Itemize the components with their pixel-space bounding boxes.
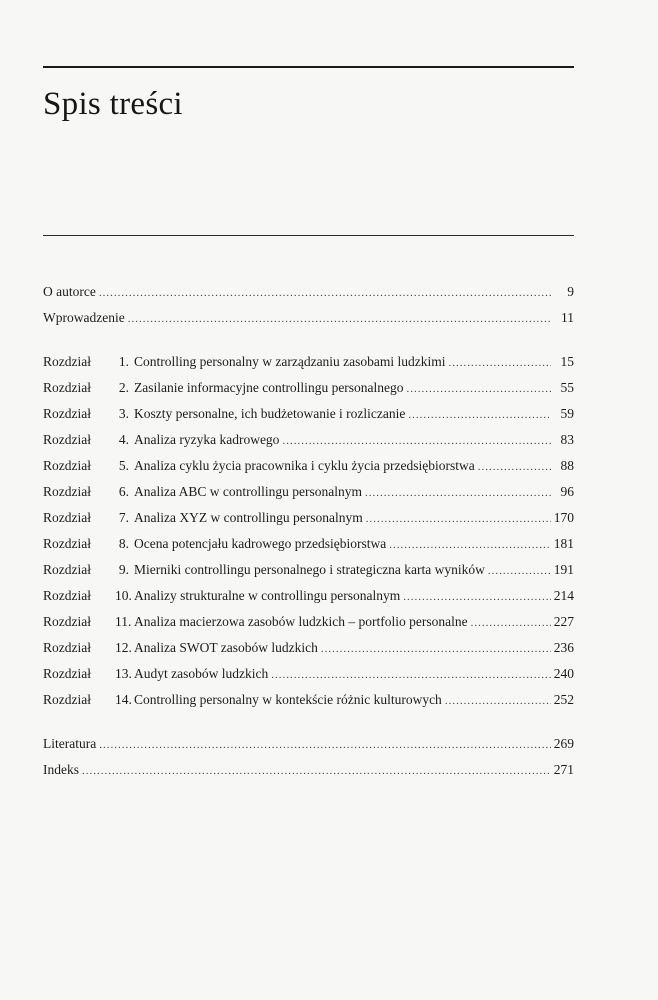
toc-entry-page: 170 <box>553 510 574 525</box>
toc-entry-page: 96 <box>560 484 574 499</box>
chapter-prefix: Rozdział <box>43 692 91 707</box>
chapter-prefix: Rozdział <box>43 666 91 681</box>
chapter-prefix: Rozdział <box>43 562 91 577</box>
chapter-number: 3. <box>118 406 129 421</box>
chapter-prefix: Rozdział <box>43 510 91 525</box>
toc-entry-page: 9 <box>567 284 574 299</box>
toc-entry-label: Literatura <box>43 736 97 751</box>
dot-leader <box>99 739 551 751</box>
dot-leader <box>478 461 551 473</box>
dot-leader <box>389 539 550 551</box>
toc-entry-chapter-10[interactable] <box>43 588 574 614</box>
toc-entry-label: Zasilanie informacyjne controllingu personalnego <box>134 380 404 395</box>
chapter-prefix: Rozdział <box>43 458 91 473</box>
toc-entry-label: Analiza ryzyka kadrowego <box>134 432 280 447</box>
chapter-number: 2. <box>118 380 129 395</box>
toc-entry-chapter-6[interactable] <box>43 484 574 510</box>
toc-entry-chapter-12[interactable] <box>43 640 574 666</box>
toc-entry-chapter-11[interactable] <box>43 614 574 640</box>
page-title: Spis treści <box>43 86 183 122</box>
chapter-prefix: Rozdział <box>43 484 91 499</box>
toc-entry-label: Audyt zasobów ludzkich <box>134 666 269 681</box>
toc-entry-page: 191 <box>553 562 574 577</box>
toc-entry-page: 214 <box>553 588 574 603</box>
toc-entry-page: 240 <box>553 666 574 681</box>
chapter-number: 11. <box>115 614 132 629</box>
table-of-contents <box>43 284 574 788</box>
toc-entry-o-autorce[interactable] <box>43 284 574 310</box>
toc-entry-chapter-2[interactable] <box>43 380 574 406</box>
toc-entry-page: 88 <box>560 458 574 473</box>
toc-entry-label: Analiza macierzowa zasobów ludzkich – portfolio personalne <box>134 614 468 629</box>
chapter-number: 12. <box>115 640 132 655</box>
toc-entry-label: Mierniki controllingu personalnego i strategiczna karta wyników <box>134 562 485 577</box>
chapter-prefix: Rozdział <box>43 432 91 447</box>
toc-entry-chapter-9[interactable] <box>43 562 574 588</box>
toc-entry-label: Koszty personalne, ich budżetowanie i rozliczanie <box>134 406 406 421</box>
chapter-number: 5. <box>118 458 129 473</box>
toc-entry-chapter-4[interactable] <box>43 432 574 458</box>
dot-leader <box>449 357 551 369</box>
chapter-number: 10. <box>115 588 132 603</box>
toc-entry-page: 181 <box>553 536 574 551</box>
toc-entry-label: Analiza XYZ w controllingu personalnym <box>134 510 363 525</box>
chapter-number: 4. <box>118 432 129 447</box>
chapter-number: 9. <box>118 562 129 577</box>
toc-entry-chapter-14[interactable] <box>43 692 574 718</box>
chapter-number: 7. <box>118 510 129 525</box>
toc-entry-label: Wprowadzenie <box>43 310 125 325</box>
toc-entry-page: 15 <box>560 354 574 369</box>
toc-entry-chapter-3[interactable] <box>43 406 574 432</box>
dot-leader <box>271 669 551 681</box>
toc-entry-label: Controlling personalny w zarządzaniu zasobami ludzkimi <box>134 354 446 369</box>
dot-leader <box>407 383 551 395</box>
toc-entry-page: 271 <box>553 762 574 777</box>
toc-entry-chapter-5[interactable] <box>43 458 574 484</box>
toc-entry-label: Analiza ABC w controllingu personalnym <box>134 484 362 499</box>
chapter-number: 14. <box>115 692 132 707</box>
chapter-prefix: Rozdział <box>43 536 91 551</box>
dot-leader <box>82 765 551 777</box>
toc-entry-page: 83 <box>560 432 574 447</box>
dot-leader <box>365 487 551 499</box>
dot-leader <box>321 643 551 655</box>
toc-entry-label: Indeks <box>43 762 79 777</box>
toc-entry-label: Analizy strukturalne w controllingu personalnym <box>134 588 401 603</box>
dot-leader <box>471 617 551 629</box>
toc-entry-literatura[interactable] <box>43 736 574 762</box>
chapter-prefix: Rozdział <box>43 380 91 395</box>
dot-leader <box>282 435 551 447</box>
chapter-prefix: Rozdział <box>43 588 91 603</box>
section-rule <box>43 235 574 236</box>
toc-entry-label: Analiza cyklu życia pracownika i cyklu życia przedsiębiorstwa <box>134 458 475 473</box>
dot-leader <box>445 695 551 707</box>
dot-leader <box>128 313 551 325</box>
chapter-number: 6. <box>118 484 129 499</box>
toc-entry-page: 11 <box>561 310 574 325</box>
toc-entry-page: 269 <box>553 736 574 751</box>
toc-entry-chapter-7[interactable] <box>43 510 574 536</box>
toc-entry-label: Ocena potencjału kadrowego przedsiębiorstwa <box>134 536 387 551</box>
chapter-number: 8. <box>118 536 129 551</box>
chapter-prefix: Rozdział <box>43 614 91 629</box>
dot-leader <box>99 287 551 299</box>
chapter-prefix: Rozdział <box>43 354 91 369</box>
top-rule <box>43 66 574 68</box>
dot-leader <box>488 565 551 577</box>
toc-entry-indeks[interactable] <box>43 762 574 788</box>
dot-leader <box>366 513 551 525</box>
chapter-prefix: Rozdział <box>43 406 91 421</box>
toc-entry-page: 55 <box>560 380 574 395</box>
spacer <box>43 336 574 354</box>
toc-entry-label: O autorce <box>43 284 96 299</box>
toc-entry-wprowadzenie[interactable] <box>43 310 574 336</box>
toc-entry-page: 227 <box>553 614 574 629</box>
toc-entry-chapter-1[interactable] <box>43 354 574 380</box>
dot-leader <box>408 409 551 421</box>
chapter-prefix: Rozdział <box>43 640 91 655</box>
toc-entry-chapter-8[interactable] <box>43 536 574 562</box>
chapter-number: 13. <box>115 666 132 681</box>
dot-leader <box>403 591 551 603</box>
toc-entry-chapter-13[interactable] <box>43 666 574 692</box>
spacer <box>43 718 574 736</box>
toc-entry-page: 59 <box>560 406 574 421</box>
toc-entry-label: Controlling personalny w kontekście różnic kulturowych <box>134 692 442 707</box>
toc-entry-page: 252 <box>553 692 574 707</box>
toc-entry-label: Analiza SWOT zasobów ludzkich <box>134 640 318 655</box>
toc-entry-page: 236 <box>553 640 574 655</box>
chapter-number: 1. <box>118 354 129 369</box>
